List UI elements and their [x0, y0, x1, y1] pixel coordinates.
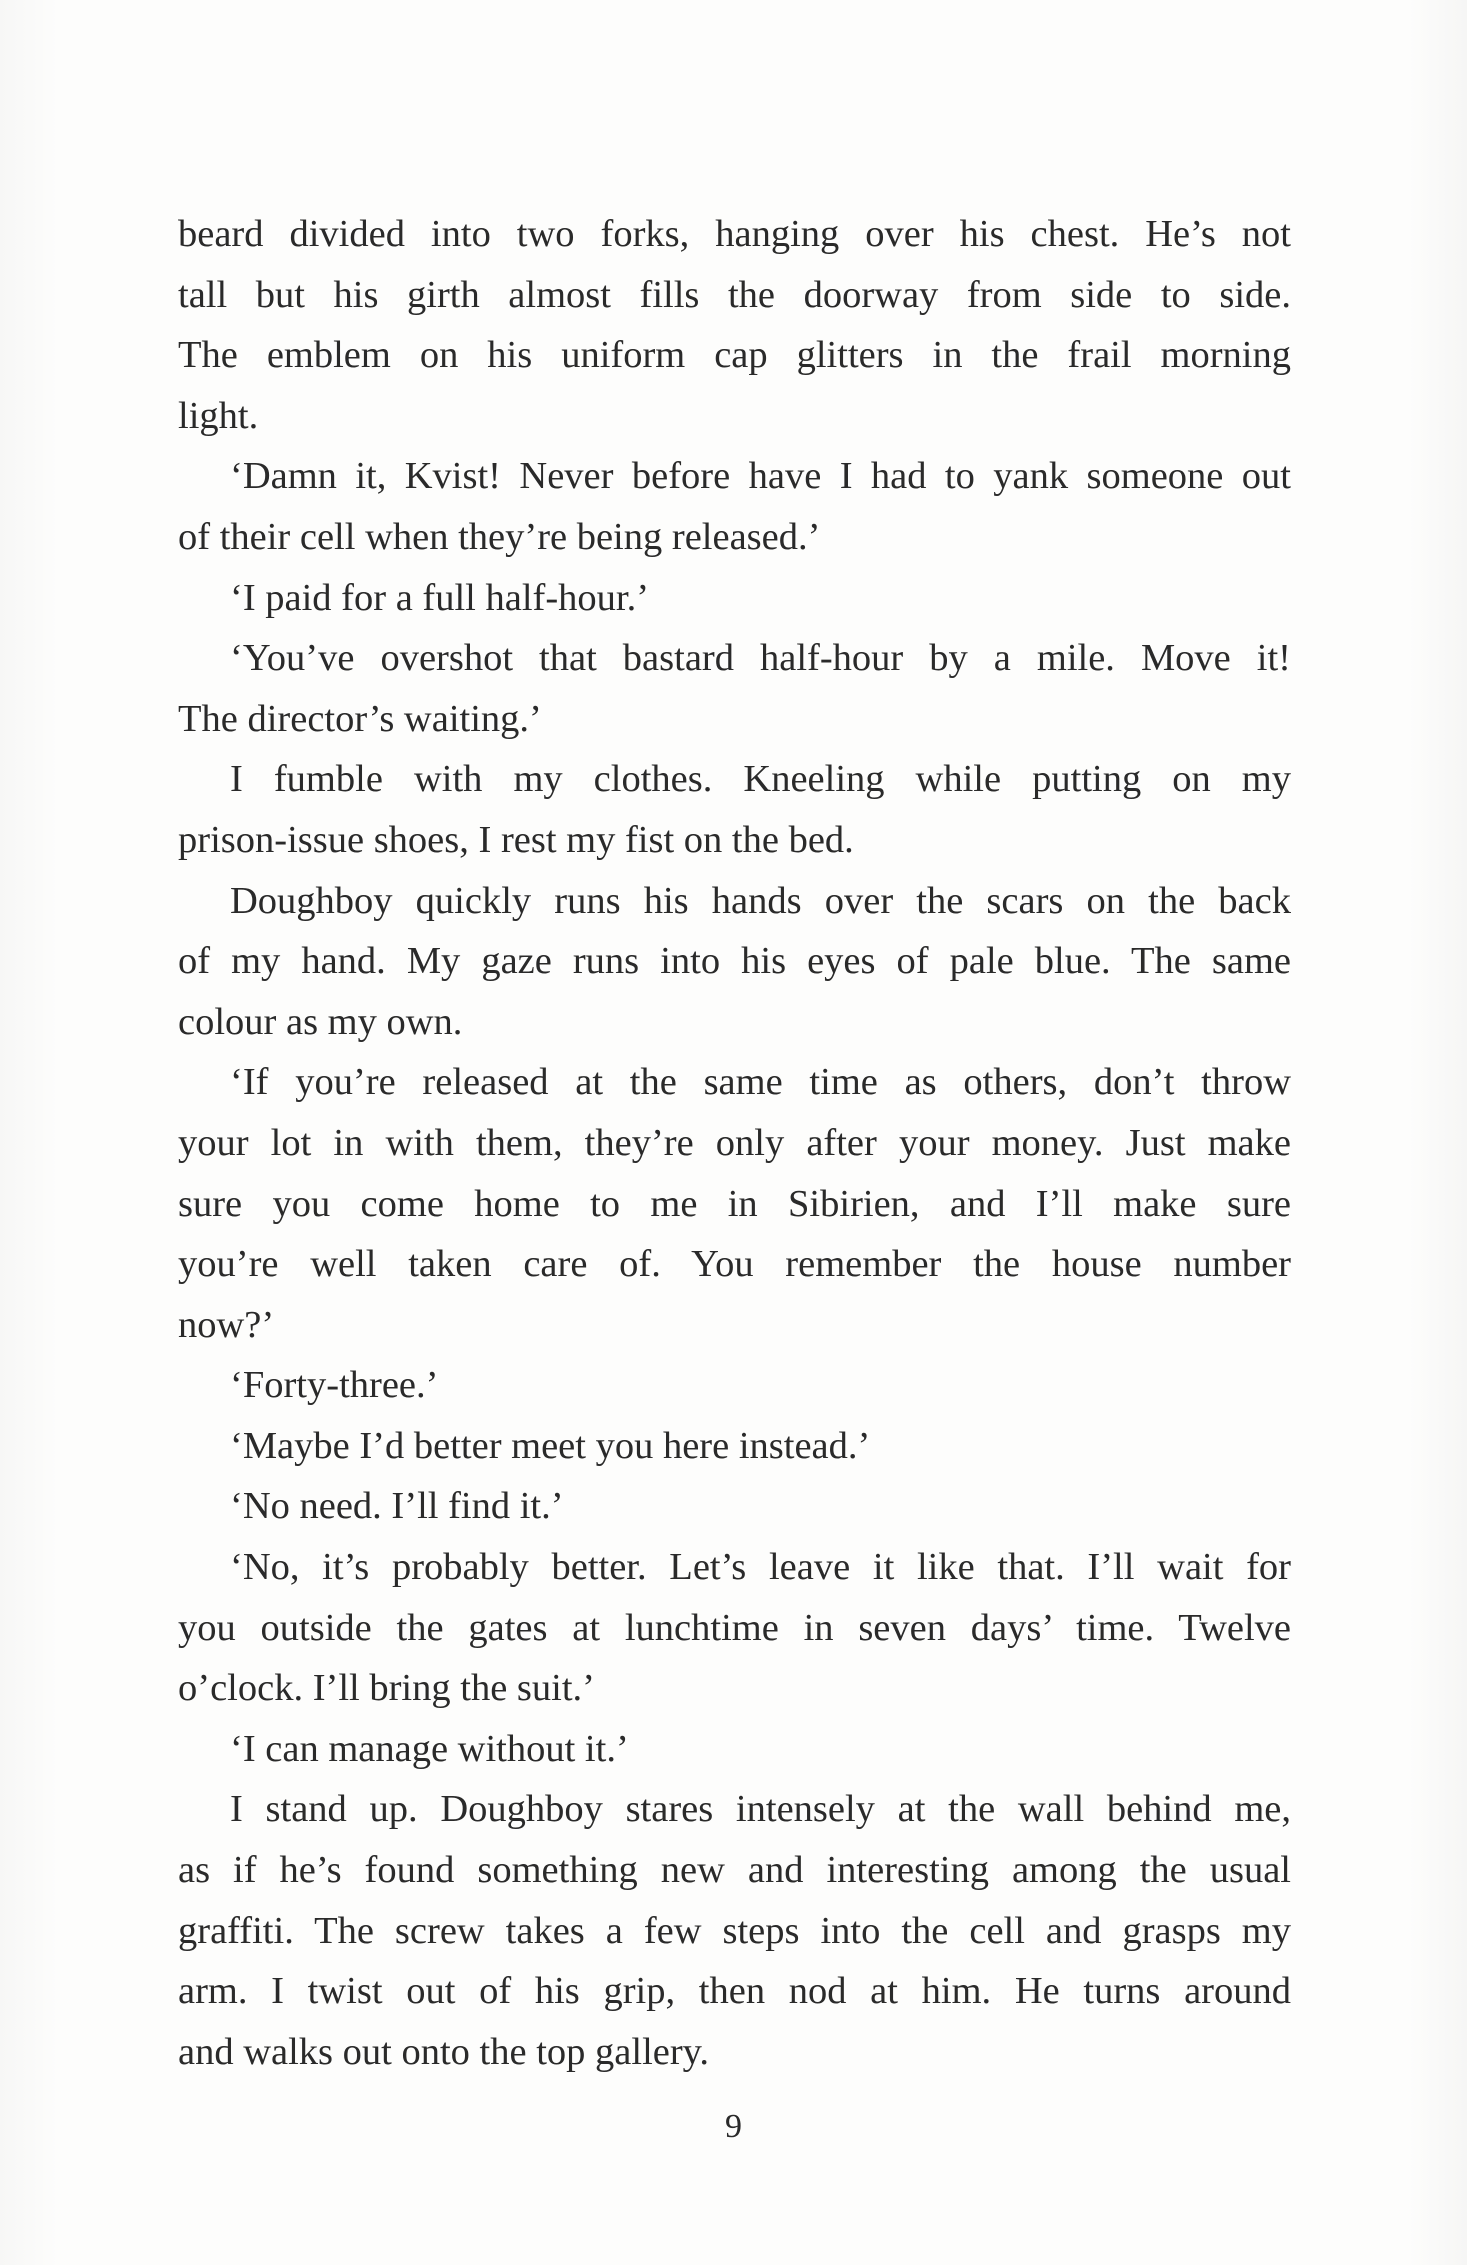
text-line: ‘I paid for a full half-hour.’: [230, 576, 650, 619]
text-line: light.: [178, 394, 259, 437]
text-line: I stand up. Doughboy stares intensely at the wall behind me,: [230, 1788, 1291, 1831]
text-line: ‘Maybe I’d better meet you here instead.’: [230, 1424, 871, 1467]
text-line: ‘No need. I’ll find it.’: [230, 1485, 564, 1528]
text-line: tall but his girth almost fills the doorway from side to side.: [178, 273, 1291, 316]
text-line: prison-issue shoes, I rest my fist on the bed.: [178, 818, 854, 861]
text-line: of their cell when they’re being released.’: [178, 515, 821, 558]
text-line: beard divided into two forks, hanging over his chest. He’s not: [178, 213, 1291, 255]
text-line: you outside the gates at lunchtime in seven days’ time. Twelve: [178, 1606, 1291, 1649]
text-line: graffiti. The screw takes a few steps into the cell and grasps my: [178, 1909, 1291, 1952]
text-line: now?’: [178, 1303, 275, 1346]
text-line: ‘I can manage without it.’: [230, 1727, 629, 1770]
text-line: ‘If you’re released at the same time as others, don’t throw: [230, 1061, 1291, 1104]
text-line: of my hand. My gaze runs into his eyes of pale blue. The same: [178, 940, 1291, 983]
text-line: and walks out onto the top gallery.: [178, 2030, 710, 2073]
text-line: arm. I twist out of his grip, then nod at him. He turns around: [178, 1970, 1291, 2013]
text-line: The director’s waiting.’: [178, 697, 542, 740]
text-line: you’re well taken care of. You remember the house number: [178, 1243, 1291, 1286]
body-text: [178, 204, 1291, 2082]
text-line: sure you come home to me in Sibirien, and I’ll make sure: [178, 1182, 1291, 1225]
text-line: Doughboy quickly runs his hands over the scars on the back: [230, 879, 1291, 922]
text-line: ‘You’ve overshot that bastard half-hour by a mile. Move it!: [230, 637, 1291, 680]
text-line: ‘No, it’s probably better. Let’s leave it like that. I’ll wait for: [230, 1546, 1291, 1589]
text-line: I fumble with my clothes. Kneeling while putting on my: [230, 758, 1291, 801]
text-line: ‘Damn it, Kvist! Never before have I had to yank someone out: [230, 455, 1291, 498]
text-line: as if he’s found something new and interesting among the usual: [178, 1849, 1291, 1892]
text-line: The emblem on his uniform cap glitters in the frail morning: [178, 334, 1291, 377]
page-number: 9: [725, 2108, 742, 2145]
text-line: o’clock. I’ll bring the suit.’: [178, 1667, 595, 1710]
text-line: ‘Forty-three.’: [230, 1364, 439, 1407]
text-line: your lot in with them, they’re only after your money. Just make: [178, 1121, 1291, 1164]
text-line: colour as my own.: [178, 1000, 463, 1043]
